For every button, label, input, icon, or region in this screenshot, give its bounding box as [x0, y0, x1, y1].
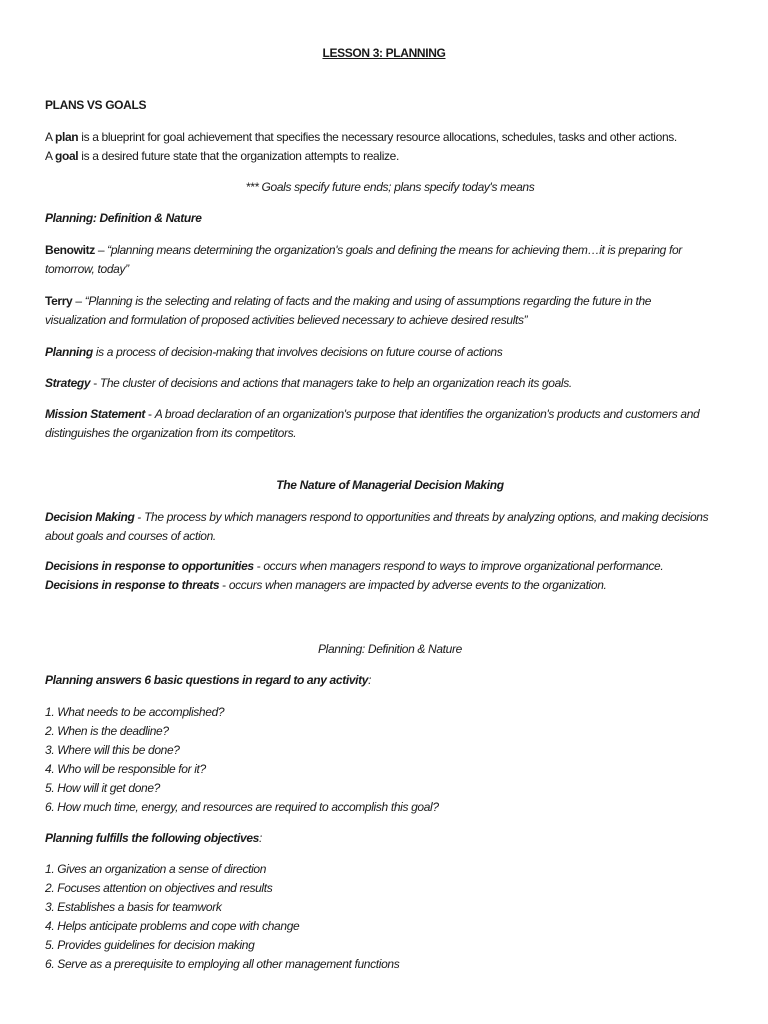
list-item: 3. Where will this be done?: [45, 743, 180, 757]
list-item: 6. Serve as a prerequisite to employing all other management functions: [45, 957, 400, 971]
strategy-definition: Strategy - The cluster of decisions and actions that managers take to help an organization reach its goals.: [45, 376, 572, 390]
terry-definition: Terry – “Planning is the selecting and relating of facts and the making and using of assumptions regarding the future in the visualization and formulation of proposed activities believed necessary to achieve desired results”: [45, 294, 652, 327]
lesson-title: LESSON 3: PLANNING: [322, 46, 446, 60]
heading-plans-vs-goals: PLANS VS GOALS: [45, 98, 147, 112]
objectives-list: [45, 860, 735, 974]
list-item: 2. When is the deadline?: [45, 724, 169, 738]
heading-nature-decision-making: The Nature of Managerial Decision Making: [276, 478, 504, 492]
benowitz-definition: Benowitz – “planning means determining the organization's goals and defining the means for achieving them…it is preparing for tomorrow, today”: [45, 243, 682, 276]
questions-heading: Planning answers 6 basic questions in regard to any activity:: [45, 673, 372, 687]
list-item: 1. Gives an organization a sense of direction: [45, 862, 267, 876]
list-item: 4. Who will be responsible for it?: [45, 762, 206, 776]
list-item: 5. How will it get done?: [45, 781, 160, 795]
planning-definition: Planning is a process of decision-making that involves decisions on future course of actions: [45, 345, 503, 359]
list-item: 6. How much time, energy, and resources are required to accomplish this goal?: [45, 800, 439, 814]
decisions-opportunities: Decisions in response to opportunities - occurs when managers respond to ways to improve organizational performance. Decisions in response to threats - occurs when managers are impacted by adverse events to the organization.: [45, 557, 735, 595]
decision-making-definition: Decision Making - The process by which managers respond to opportunities and threats by analyzing options, and making decisions about goals and courses of action.: [45, 510, 709, 543]
list-item: 1. What needs to be accomplished?: [45, 705, 225, 719]
heading-planning-definition: Planning: Definition & Nature: [45, 211, 202, 225]
list-item: 2. Focuses attention on objectives and results: [45, 881, 273, 895]
questions-list: [45, 703, 735, 817]
list-item: 3. Establishes a basis for teamwork: [45, 900, 222, 914]
list-item: 4. Helps anticipate problems and cope with change: [45, 919, 300, 933]
mission-statement-definition: Mission Statement - A broad declaration of an organization's purpose that identifies the organization's products and customers and distinguishes the organization from its competitors.: [45, 407, 700, 440]
plan-definition: A plan is a blueprint for goal achievement that specifies the necessary resource allocations, schedules, tasks and other actions. A goal is a desired future state that the organization attempts to realize.: [45, 128, 735, 166]
objectives-heading: Planning fulfills the following objectives:: [45, 831, 262, 845]
goal-definition: A goal is a desired future state that the organization attempts to realize.: [45, 149, 399, 163]
goals-plans-note: *** Goals specify future ends; plans specify today's means: [245, 180, 535, 194]
list-item: 5. Provides guidelines for decision making: [45, 938, 255, 952]
decisions-threats: Decisions in response to threats - occurs when managers are impacted by adverse events to the organization.: [45, 578, 607, 592]
heading-planning-definition-2: Planning: Definition & Nature: [318, 642, 462, 656]
